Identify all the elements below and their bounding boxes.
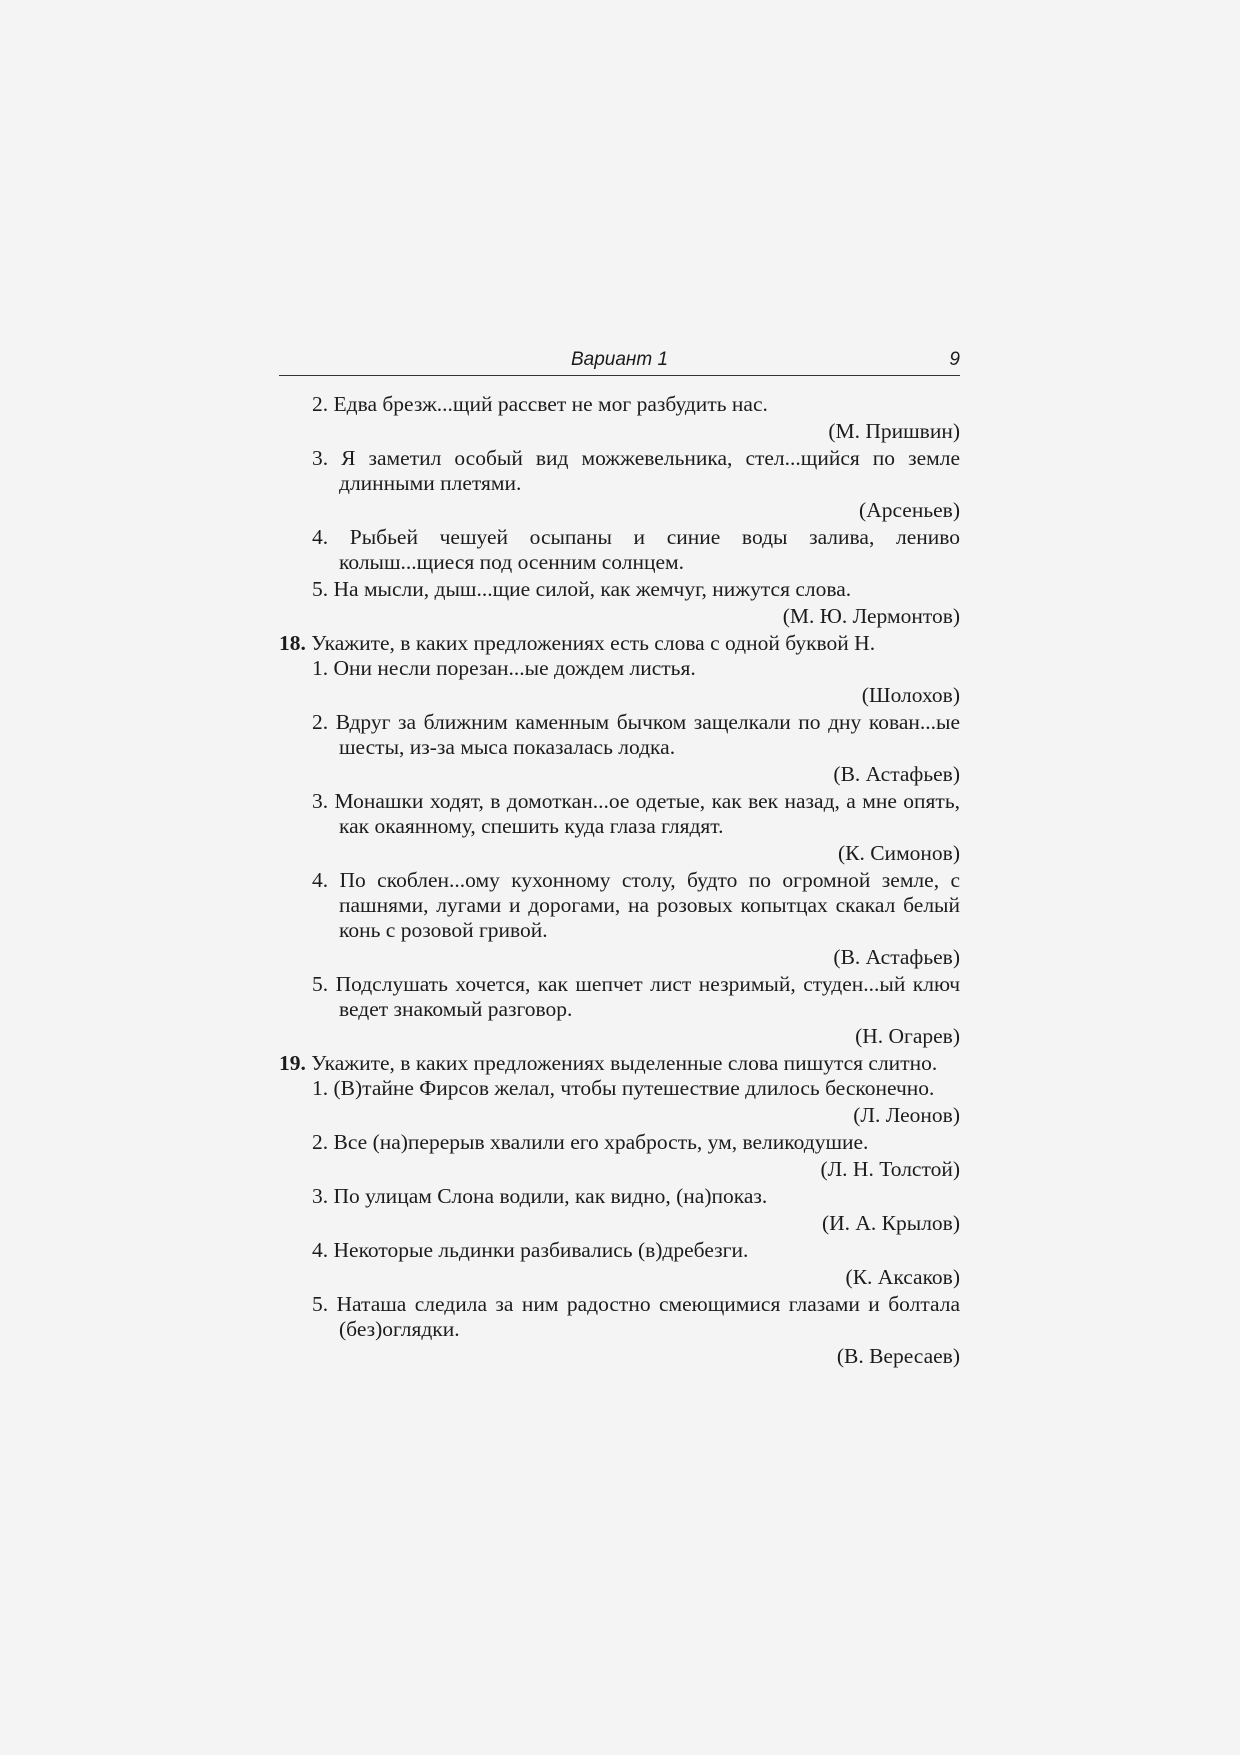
question-19 xyxy=(279,1051,960,1369)
item-number: 3. xyxy=(312,1184,329,1208)
list-item xyxy=(279,392,960,417)
page-content xyxy=(279,392,960,1371)
list-item xyxy=(279,577,960,602)
item-author: (Л. Леонов) xyxy=(853,1103,960,1127)
list-item xyxy=(279,1076,960,1101)
item-text: Все (на)перерыв хвалили его храбрость, ум, великодушие. xyxy=(333,1130,869,1154)
item-text: Некоторые льдинки разбивались (в)дребезги. xyxy=(333,1238,749,1262)
page-number: 9 xyxy=(949,349,960,370)
item-number: 4. xyxy=(312,1238,329,1262)
list-item xyxy=(279,656,960,681)
item-number: 5. xyxy=(312,1292,329,1316)
list-item xyxy=(279,525,960,575)
item-text: Едва брезж...щий рассвет не мог разбудить нас. xyxy=(333,392,768,416)
item-text: На мысли, дыш...щие силой, как жемчуг, нижутся слова. xyxy=(333,577,852,601)
item-author: (Л. Н. Толстой) xyxy=(820,1157,960,1181)
item-text: Наташа следила за ним радостно смеющимися глазами и болтала (без)оглядки. xyxy=(336,1292,960,1341)
item-number: 2. xyxy=(312,1130,329,1154)
item-number: 3. xyxy=(312,789,329,813)
list-item xyxy=(279,972,960,1022)
item-number: 1. xyxy=(312,656,329,680)
continued-item-list xyxy=(279,392,960,629)
item-text: Я заметил особый вид можжевельника, стел...щийся по земле длинными плетями. xyxy=(339,446,960,495)
item-author: (Арсеньев) xyxy=(859,498,960,522)
item-number: 4. xyxy=(312,525,329,549)
question-prompt xyxy=(279,631,960,656)
item-number: 4. xyxy=(312,868,329,892)
item-author: (М. Пришвин) xyxy=(828,419,960,443)
list-item xyxy=(279,1238,960,1263)
item-number: 3. xyxy=(312,446,329,470)
item-author: (Н. Огарев) xyxy=(855,1024,960,1048)
item-text: (В)тайне Фирсов желал, чтобы путешествие длилось бесконечно. xyxy=(333,1076,935,1100)
item-author: (В. Астафьев) xyxy=(833,762,960,786)
item-text: Они несли порезан...ые дождем листья. xyxy=(333,656,696,680)
item-number: 2. xyxy=(312,392,329,416)
list-item xyxy=(279,446,960,496)
question-text: Укажите, в каких предложениях есть слова с одной буквой Н. xyxy=(311,631,876,655)
item-author: (В. Астафьев) xyxy=(833,945,960,969)
list-item xyxy=(279,1130,960,1155)
item-number: 1. xyxy=(312,1076,329,1100)
item-number: 5. xyxy=(312,577,329,601)
item-text: Рыбьей чешуей осыпаны и синие воды залива, лениво колыш...щиеся под осенним солнцем. xyxy=(339,525,961,574)
item-number: 5. xyxy=(312,972,329,996)
header-title: Вариант 1 xyxy=(570,349,669,370)
item-author: (Шолохов) xyxy=(861,683,960,707)
item-text: Подслушать хочется, как шепчет лист незримый, студен...ый ключ ведет знакомый разговор. xyxy=(335,972,961,1021)
question-prompt xyxy=(279,1051,960,1076)
item-author: (В. Вересаев) xyxy=(836,1344,960,1368)
item-text: По скоблен...ому кухонному столу, будто по огромной земле, с пашнями, лугами и дорогами, на розовых копытцах скакал белый конь с розовой гривой. xyxy=(339,868,961,942)
item-text: Вдруг за ближним каменным бычком защелкали по дну кован...ые шесты, из-за мыса показалась лодка. xyxy=(335,710,960,759)
item-number: 2. xyxy=(312,710,329,734)
list-item xyxy=(279,1184,960,1209)
question-number: 18. xyxy=(279,631,306,655)
item-author: (И. А. Крылов) xyxy=(821,1211,960,1235)
list-item xyxy=(279,1292,960,1342)
list-item xyxy=(279,710,960,760)
item-text: Монашки ходят, в домоткан...ое одетые, как век назад, а мне опять, как окаянному, спешить куда глаза глядят. xyxy=(334,789,960,838)
item-author: (М. Ю. Лермонтов) xyxy=(782,604,960,628)
list-item xyxy=(279,789,960,839)
question-18 xyxy=(279,631,960,1049)
list-item xyxy=(279,868,960,943)
item-author: (К. Симонов) xyxy=(837,841,960,865)
item-author: (К. Аксаков) xyxy=(845,1265,960,1289)
running-header xyxy=(279,345,960,376)
item-text: По улицам Слона водили, как видно, (на)показ. xyxy=(333,1184,768,1208)
question-number: 19. xyxy=(279,1051,306,1075)
question-text: Укажите, в каких предложениях выделенные слова пишутся слитно. xyxy=(311,1051,938,1075)
